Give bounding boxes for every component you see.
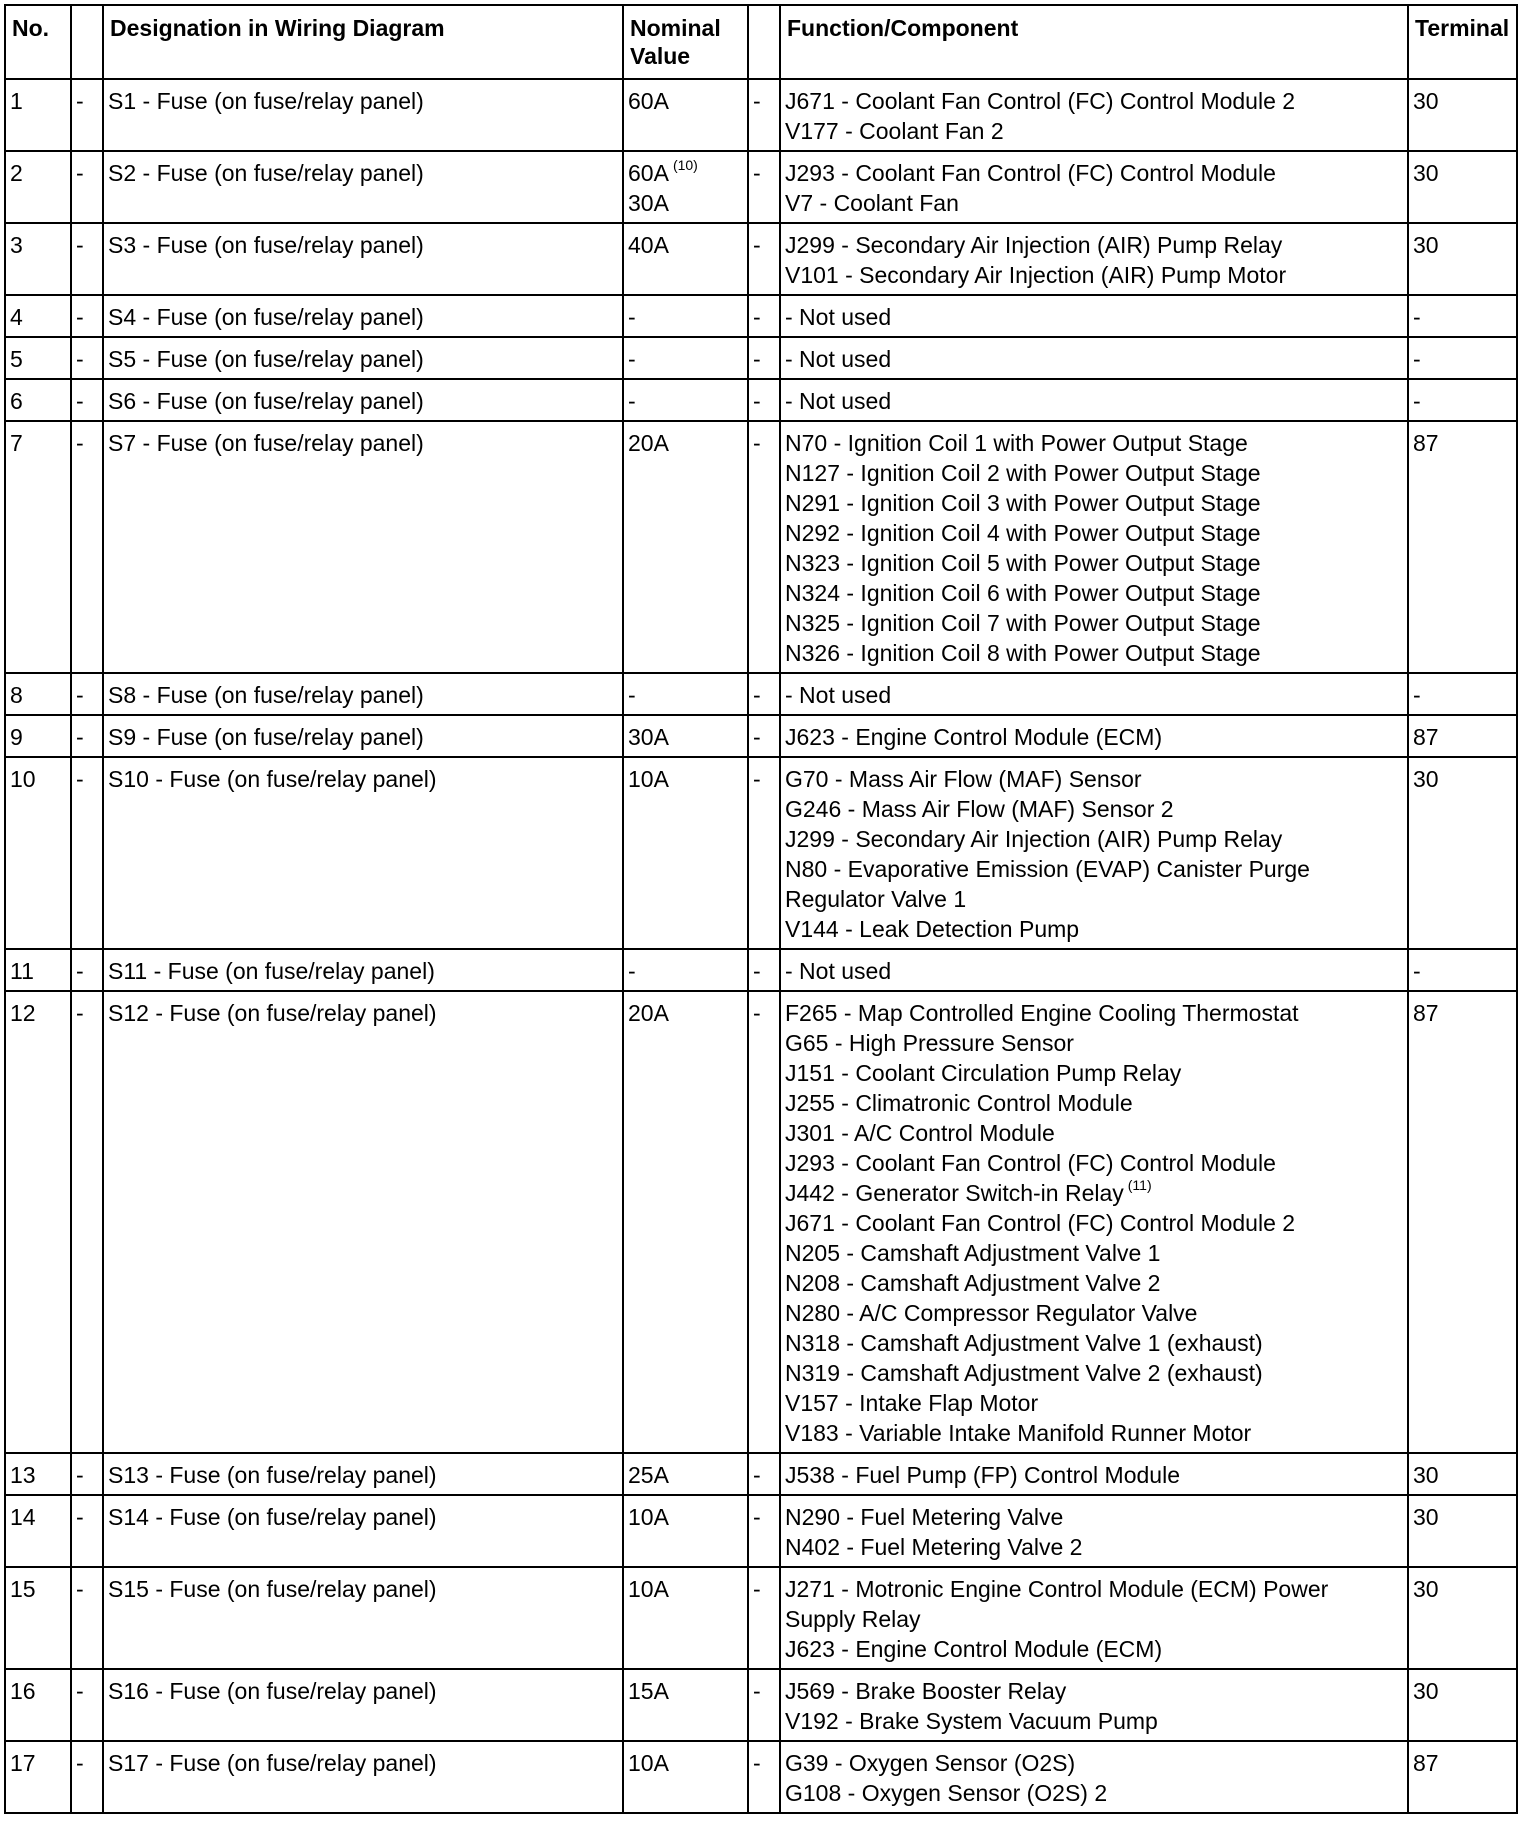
cell-separator: - — [71, 673, 103, 715]
component-line — [785, 608, 1403, 638]
nominal-value — [628, 1502, 743, 1532]
cell-separator: - — [748, 1567, 780, 1669]
cell-terminal: 87 — [1408, 991, 1517, 1453]
component-line — [785, 428, 1403, 458]
component-line — [785, 638, 1403, 668]
table-row — [5, 1567, 1517, 1669]
component-text: - Not used — [785, 388, 892, 414]
header-row — [5, 5, 1517, 79]
cell-no: 6 — [5, 379, 71, 421]
cell-separator: - — [71, 295, 103, 337]
cell-no: 7 — [5, 421, 71, 673]
component-text: G108 - Oxygen Sensor (O2S) 2 — [785, 1780, 1108, 1806]
component-text: J293 - Coolant Fan Control (FC) Control Module — [785, 160, 1276, 186]
header-nominal — [623, 5, 748, 79]
cell-separator: - — [71, 151, 103, 223]
cell-no: 3 — [5, 223, 71, 295]
cell-no: 14 — [5, 1495, 71, 1567]
cell-terminal: 30 — [1408, 151, 1517, 223]
cell-terminal: - — [1408, 295, 1517, 337]
nominal-value-text: 10A — [628, 766, 669, 792]
cell-designation: S2 - Fuse (on fuse/relay panel) — [103, 151, 623, 223]
cell-function — [780, 1453, 1408, 1495]
component-line — [785, 1748, 1403, 1778]
cell-separator: - — [748, 337, 780, 379]
cell-function — [780, 949, 1408, 991]
cell-separator: - — [71, 1453, 103, 1495]
nominal-value — [628, 1748, 743, 1778]
cell-separator: - — [748, 379, 780, 421]
component-line — [785, 1328, 1403, 1358]
component-text: N402 - Fuel Metering Valve 2 — [785, 1534, 1083, 1560]
component-line — [785, 1460, 1403, 1490]
cell-separator: - — [71, 79, 103, 151]
component-text: N290 - Fuel Metering Valve — [785, 1504, 1064, 1530]
cell-separator: - — [748, 151, 780, 223]
header-no: No. — [5, 5, 71, 79]
component-line — [785, 1778, 1403, 1808]
cell-nominal — [623, 223, 748, 295]
cell-designation: S1 - Fuse (on fuse/relay panel) — [103, 79, 623, 151]
nominal-value-text: - — [628, 682, 636, 708]
component-line — [785, 86, 1403, 116]
cell-nominal — [623, 151, 748, 223]
table-row — [5, 715, 1517, 757]
cell-designation: S6 - Fuse (on fuse/relay panel) — [103, 379, 623, 421]
component-line — [785, 548, 1403, 578]
component-text: J538 - Fuel Pump (FP) Control Module — [785, 1462, 1180, 1488]
cell-no: 17 — [5, 1741, 71, 1813]
component-text: Supply Relay — [785, 1606, 921, 1632]
nominal-value — [628, 764, 743, 794]
header-sep-2 — [748, 5, 780, 79]
component-line — [785, 1238, 1403, 1268]
cell-nominal — [623, 673, 748, 715]
nominal-value-text: 20A — [628, 430, 669, 456]
table-row — [5, 1741, 1517, 1813]
component-line — [785, 386, 1403, 416]
component-line — [785, 1418, 1403, 1448]
component-line — [785, 158, 1403, 188]
table-row — [5, 1453, 1517, 1495]
footnote-ref: (10) — [672, 157, 698, 174]
cell-function — [780, 673, 1408, 715]
component-line — [785, 1388, 1403, 1418]
component-line — [785, 956, 1403, 986]
cell-nominal — [623, 1495, 748, 1567]
table-row — [5, 379, 1517, 421]
component-text: - Not used — [785, 304, 892, 330]
component-text: J299 - Secondary Air Injection (AIR) Pump Relay — [785, 232, 1283, 258]
nominal-value — [628, 1460, 743, 1490]
nominal-value — [628, 428, 743, 458]
cell-function — [780, 223, 1408, 295]
cell-designation: S4 - Fuse (on fuse/relay panel) — [103, 295, 623, 337]
footnote-ref: (11) — [1127, 1177, 1152, 1194]
component-text: V101 - Secondary Air Injection (AIR) Pump Motor — [785, 262, 1287, 288]
component-line — [785, 1088, 1403, 1118]
nominal-value — [628, 1574, 743, 1604]
cell-no: 8 — [5, 673, 71, 715]
cell-separator: - — [748, 1495, 780, 1567]
cell-no: 15 — [5, 1567, 71, 1669]
component-text: N280 - A/C Compressor Regulator Valve — [785, 1300, 1198, 1326]
cell-terminal: 30 — [1408, 1567, 1517, 1669]
component-line — [785, 518, 1403, 548]
cell-terminal: 87 — [1408, 421, 1517, 673]
cell-no: 1 — [5, 79, 71, 151]
cell-function — [780, 991, 1408, 1453]
component-text: N318 - Camshaft Adjustment Valve 1 (exhaust) — [785, 1330, 1263, 1356]
nominal-value-text: 10A — [628, 1576, 669, 1602]
component-text: N292 - Ignition Coil 4 with Power Output Stage — [785, 520, 1261, 546]
table-row — [5, 757, 1517, 949]
component-line — [785, 1208, 1403, 1238]
cell-separator: - — [748, 421, 780, 673]
component-line — [785, 260, 1403, 290]
cell-terminal: 87 — [1408, 715, 1517, 757]
component-line — [785, 116, 1403, 146]
nominal-value — [628, 386, 743, 416]
nominal-value — [628, 680, 743, 710]
cell-designation: S9 - Fuse (on fuse/relay panel) — [103, 715, 623, 757]
cell-separator: - — [748, 991, 780, 1453]
cell-separator: - — [748, 1453, 780, 1495]
component-text: G65 - High Pressure Sensor — [785, 1030, 1074, 1056]
component-line — [785, 1574, 1403, 1604]
cell-function — [780, 1669, 1408, 1741]
nominal-value — [628, 722, 743, 752]
table-row — [5, 151, 1517, 223]
header-sep — [71, 5, 103, 79]
cell-nominal — [623, 715, 748, 757]
component-text: N208 - Camshaft Adjustment Valve 2 — [785, 1270, 1161, 1296]
cell-separator: - — [71, 379, 103, 421]
cell-nominal — [623, 295, 748, 337]
component-line — [785, 1058, 1403, 1088]
component-text: N323 - Ignition Coil 5 with Power Output Stage — [785, 550, 1261, 576]
component-line — [785, 302, 1403, 332]
cell-separator: - — [748, 949, 780, 991]
table-row — [5, 337, 1517, 379]
component-text: V157 - Intake Flap Motor — [785, 1390, 1039, 1416]
cell-separator: - — [748, 295, 780, 337]
nominal-value-text: 20A — [628, 1000, 669, 1026]
nominal-value — [628, 998, 743, 1028]
cell-nominal — [623, 1453, 748, 1495]
component-text: N80 - Evaporative Emission (EVAP) Canister Purge — [785, 856, 1310, 882]
component-text: N325 - Ignition Coil 7 with Power Output Stage — [785, 610, 1261, 636]
component-line — [785, 824, 1403, 854]
cell-terminal: - — [1408, 949, 1517, 991]
cell-terminal: 87 — [1408, 1741, 1517, 1813]
component-line — [785, 1148, 1403, 1178]
nominal-value-text: 60A — [628, 88, 669, 114]
component-text: N291 - Ignition Coil 3 with Power Output Stage — [785, 490, 1261, 516]
table-row — [5, 421, 1517, 673]
component-line — [785, 1502, 1403, 1532]
nominal-value-text: - — [628, 304, 636, 330]
cell-terminal: 30 — [1408, 757, 1517, 949]
component-line — [785, 1298, 1403, 1328]
cell-nominal — [623, 991, 748, 1453]
cell-no: 16 — [5, 1669, 71, 1741]
component-line — [785, 680, 1403, 710]
cell-terminal: 30 — [1408, 223, 1517, 295]
cell-function — [780, 1741, 1408, 1813]
cell-designation: S16 - Fuse (on fuse/relay panel) — [103, 1669, 623, 1741]
table-row — [5, 295, 1517, 337]
cell-terminal: 30 — [1408, 1453, 1517, 1495]
component-text: N326 - Ignition Coil 8 with Power Output Stage — [785, 640, 1261, 666]
cell-no: 13 — [5, 1453, 71, 1495]
cell-designation: S5 - Fuse (on fuse/relay panel) — [103, 337, 623, 379]
table-row — [5, 79, 1517, 151]
component-text: N324 - Ignition Coil 6 with Power Output Stage — [785, 580, 1261, 606]
cell-designation: S10 - Fuse (on fuse/relay panel) — [103, 757, 623, 949]
cell-designation: S15 - Fuse (on fuse/relay panel) — [103, 1567, 623, 1669]
component-line — [785, 1028, 1403, 1058]
header-terminal: Terminal — [1408, 5, 1517, 79]
cell-separator: - — [71, 337, 103, 379]
component-line — [785, 1634, 1403, 1664]
component-text: V183 - Variable Intake Manifold Runner Motor — [785, 1420, 1252, 1446]
component-text: J671 - Coolant Fan Control (FC) Control Module 2 — [785, 88, 1296, 114]
cell-separator: - — [71, 1669, 103, 1741]
header-function: Function/Component — [780, 5, 1408, 79]
cell-nominal — [623, 421, 748, 673]
component-line — [785, 998, 1403, 1028]
component-line — [785, 914, 1403, 944]
component-text: N319 - Camshaft Adjustment Valve 2 (exhaust) — [785, 1360, 1263, 1386]
component-line — [785, 1604, 1403, 1634]
component-text: J623 - Engine Control Module (ECM) — [785, 1636, 1163, 1662]
component-line — [785, 1706, 1403, 1736]
cell-nominal — [623, 757, 748, 949]
table-row — [5, 991, 1517, 1453]
nominal-value-text: - — [628, 958, 636, 984]
component-text: G246 - Mass Air Flow (MAF) Sensor 2 — [785, 796, 1174, 822]
nominal-value-text: 60A — [628, 160, 669, 186]
component-text: J671 - Coolant Fan Control (FC) Control Module 2 — [785, 1210, 1296, 1236]
cell-separator: - — [71, 1741, 103, 1813]
component-text: Regulator Valve 1 — [785, 886, 967, 912]
component-text: J271 - Motronic Engine Control Module (ECM) Power — [785, 1576, 1329, 1602]
component-line — [785, 1178, 1403, 1208]
cell-function — [780, 1495, 1408, 1567]
component-line — [785, 488, 1403, 518]
nominal-value — [628, 1676, 743, 1706]
fuse-table — [4, 4, 1518, 1814]
cell-designation: S14 - Fuse (on fuse/relay panel) — [103, 1495, 623, 1567]
cell-function — [780, 151, 1408, 223]
cell-function — [780, 421, 1408, 673]
cell-terminal: 30 — [1408, 1669, 1517, 1741]
cell-separator: - — [71, 223, 103, 295]
component-line — [785, 1118, 1403, 1148]
component-text: J442 - Generator Switch-in Relay — [785, 1180, 1124, 1206]
component-text: - Not used — [785, 958, 892, 984]
cell-nominal — [623, 1741, 748, 1813]
nominal-value — [628, 956, 743, 986]
cell-designation: S7 - Fuse (on fuse/relay panel) — [103, 421, 623, 673]
cell-terminal: - — [1408, 673, 1517, 715]
cell-designation: S13 - Fuse (on fuse/relay panel) — [103, 1453, 623, 1495]
component-line — [785, 722, 1403, 752]
component-line — [785, 884, 1403, 914]
cell-separator: - — [748, 79, 780, 151]
cell-separator: - — [748, 673, 780, 715]
cell-terminal: - — [1408, 337, 1517, 379]
nominal-value — [628, 188, 743, 218]
component-text: V144 - Leak Detection Pump — [785, 916, 1080, 942]
cell-function — [780, 337, 1408, 379]
nominal-value — [628, 302, 743, 332]
component-text: - Not used — [785, 346, 892, 372]
cell-terminal: - — [1408, 379, 1517, 421]
cell-nominal — [623, 1669, 748, 1741]
cell-separator: - — [748, 715, 780, 757]
nominal-value — [628, 86, 743, 116]
nominal-value — [628, 344, 743, 374]
cell-function — [780, 757, 1408, 949]
component-text: J255 - Climatronic Control Module — [785, 1090, 1133, 1116]
nominal-value-text: 40A — [628, 232, 669, 258]
component-text: G39 - Oxygen Sensor (O2S) — [785, 1750, 1076, 1776]
cell-no: 10 — [5, 757, 71, 949]
component-line — [785, 230, 1403, 260]
component-text: J151 - Coolant Circulation Pump Relay — [785, 1060, 1182, 1086]
cell-nominal — [623, 337, 748, 379]
cell-separator: - — [71, 991, 103, 1453]
component-text: F265 - Map Controlled Engine Cooling Thermostat — [785, 1000, 1299, 1026]
nominal-value-text: 30A — [628, 724, 669, 750]
component-text: J299 - Secondary Air Injection (AIR) Pump Relay — [785, 826, 1283, 852]
cell-separator: - — [71, 949, 103, 991]
cell-separator: - — [71, 421, 103, 673]
component-text: - Not used — [785, 682, 892, 708]
cell-no: 2 — [5, 151, 71, 223]
cell-separator: - — [748, 757, 780, 949]
nominal-value-text: 30A — [628, 190, 669, 216]
cell-separator: - — [71, 1567, 103, 1669]
nominal-value-text: 10A — [628, 1750, 669, 1776]
cell-separator: - — [71, 715, 103, 757]
component-line — [785, 578, 1403, 608]
nominal-value-text: 15A — [628, 1678, 669, 1704]
cell-designation: S17 - Fuse (on fuse/relay panel) — [103, 1741, 623, 1813]
cell-separator: - — [748, 1669, 780, 1741]
cell-nominal — [623, 79, 748, 151]
cell-no: 9 — [5, 715, 71, 757]
cell-separator: - — [748, 223, 780, 295]
component-line — [785, 1532, 1403, 1562]
component-line — [785, 188, 1403, 218]
table-row — [5, 1495, 1517, 1567]
table-row — [5, 949, 1517, 991]
component-line — [785, 794, 1403, 824]
component-line — [785, 458, 1403, 488]
component-line — [785, 1676, 1403, 1706]
cell-designation: S3 - Fuse (on fuse/relay panel) — [103, 223, 623, 295]
cell-designation: S8 - Fuse (on fuse/relay panel) — [103, 673, 623, 715]
cell-function — [780, 715, 1408, 757]
table-row — [5, 673, 1517, 715]
cell-no: 5 — [5, 337, 71, 379]
component-text: J293 - Coolant Fan Control (FC) Control Module — [785, 1150, 1276, 1176]
component-text: N205 - Camshaft Adjustment Valve 1 — [785, 1240, 1161, 1266]
component-text: J301 - A/C Control Module — [785, 1120, 1055, 1146]
cell-function — [780, 295, 1408, 337]
component-text: N127 - Ignition Coil 2 with Power Output Stage — [785, 460, 1261, 486]
cell-terminal: 30 — [1408, 1495, 1517, 1567]
nominal-value-text: 25A — [628, 1462, 669, 1488]
cell-no: 11 — [5, 949, 71, 991]
cell-nominal — [623, 949, 748, 991]
component-line — [785, 854, 1403, 884]
component-text: J623 - Engine Control Module (ECM) — [785, 724, 1163, 750]
cell-function — [780, 1567, 1408, 1669]
header-designation: Designation in Wiring Diagram — [103, 5, 623, 79]
nominal-value — [628, 230, 743, 260]
cell-function — [780, 379, 1408, 421]
cell-designation: S11 - Fuse (on fuse/relay panel) — [103, 949, 623, 991]
component-text: V192 - Brake System Vacuum Pump — [785, 1708, 1158, 1734]
cell-separator: - — [748, 1741, 780, 1813]
cell-terminal: 30 — [1408, 79, 1517, 151]
component-text: G70 - Mass Air Flow (MAF) Sensor — [785, 766, 1142, 792]
cell-separator: - — [71, 757, 103, 949]
component-line — [785, 344, 1403, 374]
component-text: J569 - Brake Booster Relay — [785, 1678, 1067, 1704]
nominal-value-text: - — [628, 388, 636, 414]
cell-nominal — [623, 1567, 748, 1669]
nominal-value-text: - — [628, 346, 636, 372]
header-nominal-text: Nominal Value — [630, 15, 721, 69]
cell-separator: - — [71, 1495, 103, 1567]
table-row — [5, 223, 1517, 295]
component-line — [785, 1268, 1403, 1298]
component-line — [785, 1358, 1403, 1388]
cell-no: 4 — [5, 295, 71, 337]
table-row — [5, 1669, 1517, 1741]
cell-no: 12 — [5, 991, 71, 1453]
component-text: N70 - Ignition Coil 1 with Power Output Stage — [785, 430, 1248, 456]
nominal-value — [628, 158, 743, 188]
component-text: V7 - Coolant Fan — [785, 190, 959, 216]
component-line — [785, 764, 1403, 794]
cell-nominal — [623, 379, 748, 421]
nominal-value-text: 10A — [628, 1504, 669, 1530]
component-text: V177 - Coolant Fan 2 — [785, 118, 1004, 144]
cell-function — [780, 79, 1408, 151]
cell-designation: S12 - Fuse (on fuse/relay panel) — [103, 991, 623, 1453]
